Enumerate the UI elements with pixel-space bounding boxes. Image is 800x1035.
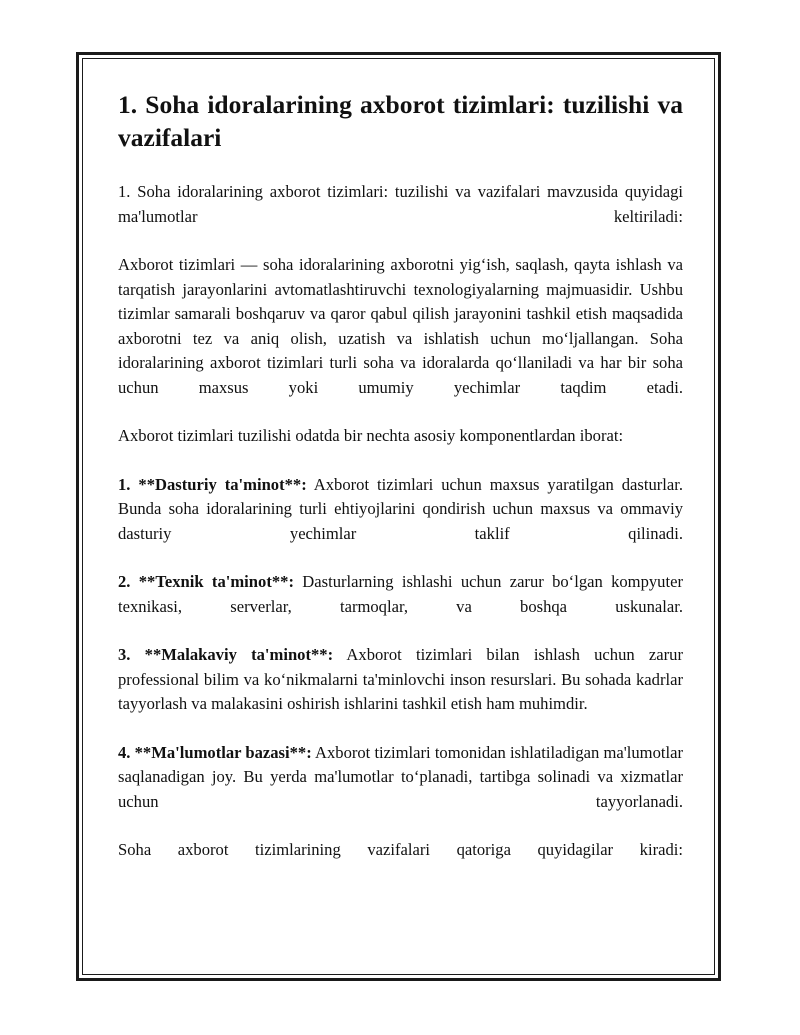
component-label: 3. **Malakaviy ta'minot**: bbox=[118, 645, 334, 664]
component-text: Axborot tizimlari tomonidan ishlatiladigan ma'lumotlar saqlanadigan joy. Bu yerda ma'lumotlar to‘planadi, tartibga solinadi va xizmatlar uchun tayyorlanadi. bbox=[118, 742, 683, 811]
component-label: 1. **Dasturiy ta'minot**: bbox=[118, 474, 307, 494]
intro-paragraph: 1. Soha idoralarining axborot tizimlari: tuzilishi va vazifalari mavzusida quyidagi ma'lumotlar keltiriladi: bbox=[118, 182, 683, 226]
component-paragraph-software bbox=[118, 473, 683, 547]
document-body bbox=[118, 88, 683, 887]
definition-paragraph: Axborot tizimlari — soha idoralarining axborotni yig‘ish, saqlash, qayta ishlash va tarqatish jarayonlarini avtomatlashtiruvchi texnologiyalarning majmuasidir. Ushbu tizimlar samarali boshqaruv va qaror qabul qilish jarayonini tashkil etish maqsadida axborotni tez va aniq olish, uzatish va ishlatish uchun mo‘ljallangan. Soha idoralarining axborot tizimlari turli soha va idoralarda qo‘llaniladi va har bir soha uchun maxsus yoki umumiy yechimlar taqdim etadi. bbox=[118, 255, 683, 397]
component-text: Axborot tizimlari uchun maxsus yaratilgan dasturlar. Bunda soha idoralarining turli ehtiyojlarini qondirish uchun maxsus va ommaviy dasturiy yechimlar taklif qilinadi. bbox=[118, 474, 684, 543]
document-title: 1. Soha idoralarining axborot tizimlari: tuzilishi va vazifalari bbox=[118, 90, 683, 152]
component-paragraph-staffing bbox=[118, 643, 683, 717]
structure-intro-paragraph: Axborot tizimlari tuzilishi odatda bir nechta asosiy komponentlardan iborat: bbox=[118, 426, 624, 445]
functions-intro-paragraph: Soha axborot tizimlarining vazifalari qatoriga quyidagilar kiradi: bbox=[118, 840, 683, 859]
component-paragraph-database bbox=[118, 741, 683, 815]
component-label: 4. **Ma'lumotlar bazasi**: bbox=[118, 742, 312, 762]
component-text: Dasturlarning ishlashi uchun zarur bo‘lgan kompyuter texnikasi, serverlar, tarmoqlar, va boshqa uskunalar. bbox=[118, 572, 683, 616]
component-text: Axborot tizimlari bilan ishlash uchun zarur professional bilim va ko‘nikmalarni ta'minlovchi inson resurslari. Bu sohada kadrlar tayyorlash va malakasini oshirish ishlarini tashkil etish ham muhimdir. bbox=[118, 645, 683, 713]
component-label: 2. **Texnik ta'minot**: bbox=[118, 572, 294, 591]
component-paragraph-hardware bbox=[118, 570, 683, 619]
